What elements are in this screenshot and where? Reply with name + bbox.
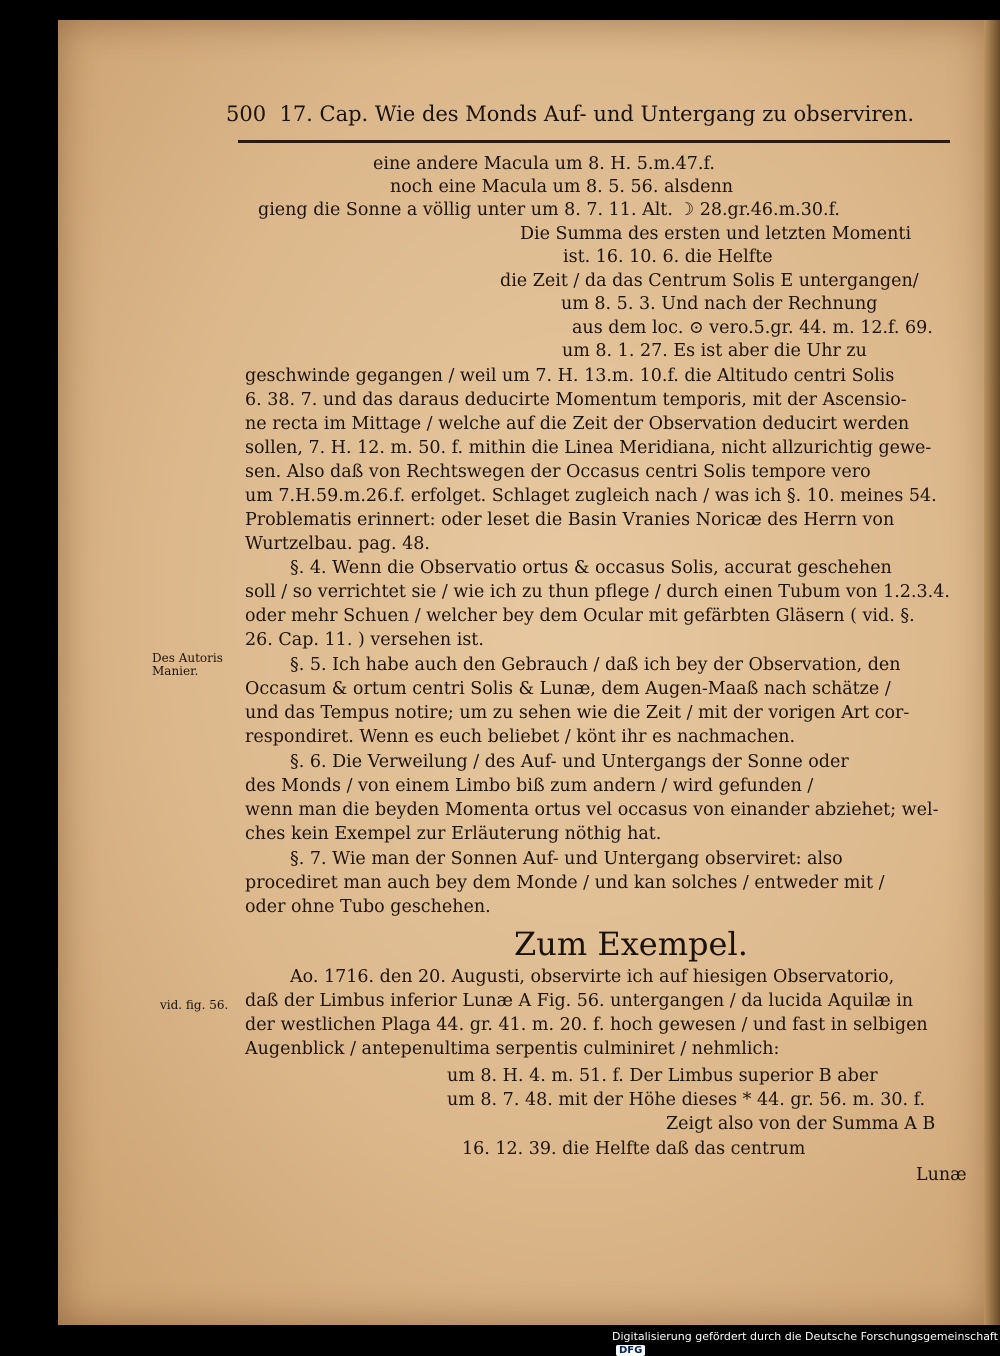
text-line: procediret man auch bey dem Monde / und kan solches / entweder mit / [245,873,885,893]
text-line: um 8. H. 4. m. 51. f. Der Limbus superior B aber [447,1066,878,1086]
text-line: sen. Also daß von Rechtswegen der Occasus centri Solis tempore vero [245,462,871,482]
text-line: Zeigt also von der Summa A B [666,1114,936,1134]
text-line: um 8. 7. 48. mit der Höhe dieses * 44. gr. 56. m. 30. f. [447,1090,926,1110]
text-line: Lunæ [916,1165,967,1185]
text-line: §. 6. Die Verweilung / des Auf- und Untergangs der Sonne oder [290,752,849,772]
text-line: Die Summa des ersten und letzten Momenti [520,224,912,244]
text-line: Ao. 1716. den 20. Augusti, observirte ich auf hiesigen Observatorio, [290,967,895,987]
text-line: §. 4. Wenn die Observatio ortus & occasus Solis, accurat geschehen [290,558,892,578]
text-line: wenn man die beyden Momenta ortus vel occasus von einander abziehet; wel- [245,800,939,820]
text-line: 26. Cap. 11. ) versehen ist. [245,630,484,650]
text-line: daß der Limbus inferior Lunæ A Fig. 56. untergangen / da lucida Aquilæ in [245,991,914,1011]
text-line: aus dem loc. ⊙ vero.5.gr. 44. m. 12.f. 69. [572,318,933,338]
running-header [226,102,914,126]
page-number: 500 [226,102,267,126]
text-line: um 7.H.59.m.26.f. erfolget. Schlaget zugleich nach / was ich §. 10. meines 54. [245,486,937,506]
footer-credit [612,1330,1000,1356]
text-line: der westlichen Plaga 44. gr. 41. m. 20. f. hoch gewesen / und fast in selbigen [245,1015,928,1035]
text-line: Problematis erinnert: oder leset die Basin Vranies Noricæ des Herrn von [245,510,895,530]
text-line: um 8. 5. 3. Und nach der Rechnung [561,294,878,314]
text-line: soll / so verrichtet sie / wie ich zu thun pflege / durch einen Tubum von 1.2.3.4. [245,582,950,602]
header-rule [238,140,950,143]
text-line: die Zeit / da das Centrum Solis E untergangen/ [500,271,919,291]
text-line: ne recta im Mittage / welche auf die Zeit der Observation deducirt werden [245,414,910,434]
text-line: ches kein Exempel zur Erläuterung nöthig hat. [245,824,662,844]
text-line: gieng die Sonne a völlig unter um 8. 7. 11. Alt. ☽ 28.gr.46.m.30.f. [258,200,840,220]
text-line: 6. 38. 7. und das daraus deducirte Momentum temporis, mit der Ascensio- [245,390,907,410]
text-line: Wurtzelbau. pag. 48. [245,534,430,554]
text-line: §. 5. Ich habe auch den Gebrauch / daß ich bey der Observation, den [290,655,901,675]
text-line: §. 7. Wie man der Sonnen Auf- und Untergang observiret: also [290,849,843,869]
text-line: noch eine Macula um 8. 5. 56. alsdenn [390,177,734,197]
running-title: 17. Cap. Wie des Monds Auf- und Untergang zu observiren. [279,102,915,126]
margin-note: vid. fig. 56. [160,998,229,1012]
text-line: sollen, 7. H. 12. m. 50. f. mithin die Linea Meridiana, nicht allzurichtig gewe- [245,438,932,458]
margin-note: Des Autoris Manier. [152,651,223,678]
text-line: und das Tempus notire; um zu sehen wie die Zeit / mit der vorigen Art cor- [245,703,910,723]
text-line: Augenblick / antepenultima serpentis culminiret / nehmlich: [245,1039,780,1059]
page-edge [984,20,1000,1325]
section-heading: Zum Exempel. [514,925,748,963]
text-line: oder ohne Tubo geschehen. [245,897,491,917]
text-line: geschwinde gegangen / weil um 7. H. 13.m. 10.f. die Altitudo centri Solis [245,366,895,386]
text-line: des Monds / von einem Limbo biß zum andern / wird gefunden / [245,776,814,796]
dfg-logo: DFG [616,1345,645,1356]
footer-text: Digitalisierung gefördert durch die Deutsche Forschungsgemeinschaft [612,1330,998,1343]
text-line: um 8. 1. 27. Es ist aber die Uhr zu [562,341,867,361]
text-line: Occasum & ortum centri Solis & Lunæ, dem Augen-Maaß nach schätze / [245,679,891,699]
text-line: oder mehr Schuen / welcher bey dem Ocular mit gefärbten Gläsern ( vid. §. [245,606,915,626]
text-line: 16. 12. 39. die Helfte daß das centrum [462,1139,806,1159]
text-line: respondiret. Wenn es euch beliebet / könt ihr es nachmachen. [245,727,796,747]
text-line: eine andere Macula um 8. H. 5.m.47.f. [373,154,715,174]
text-line: ist. 16. 10. 6. die Helfte [563,247,773,267]
